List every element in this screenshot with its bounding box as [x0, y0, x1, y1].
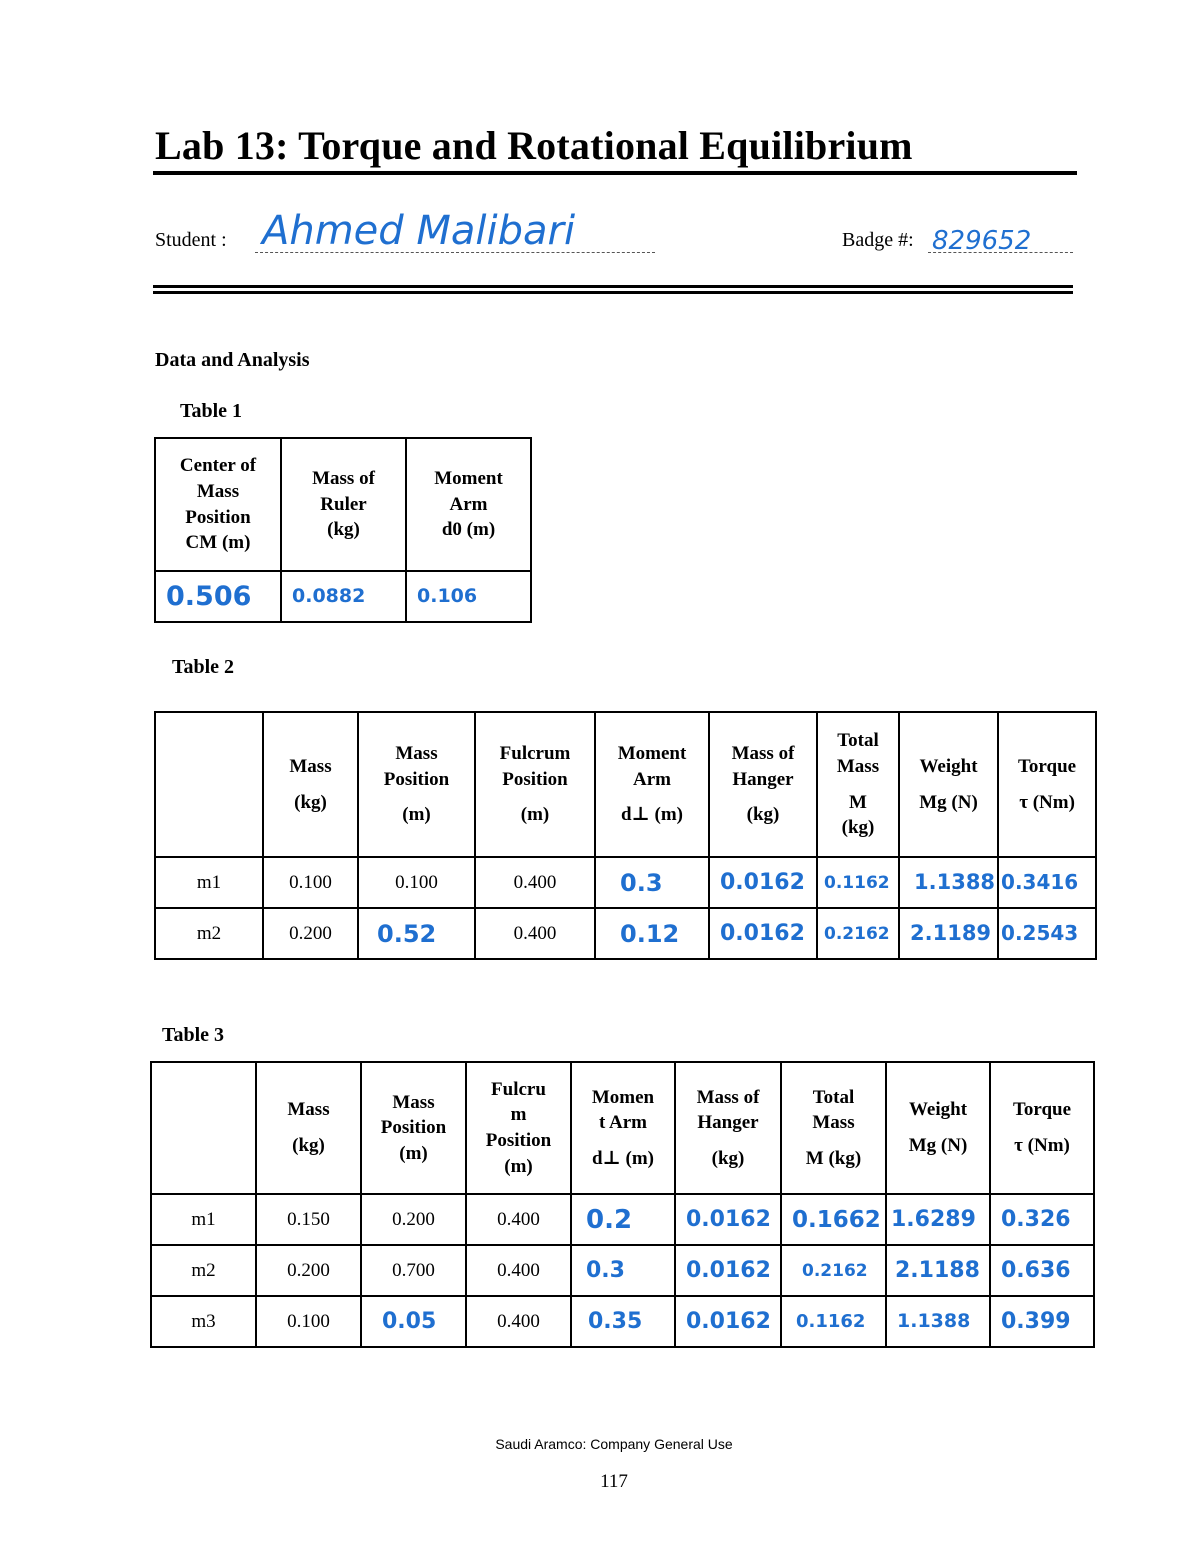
table3-hanger: 0.0162: [675, 1194, 781, 1245]
table3-total-mass: 0.2162: [781, 1245, 886, 1296]
table3-weight: 1.1388: [886, 1296, 990, 1347]
table1-ruler-mass-value: 0.0882: [281, 571, 406, 622]
table2-mass-position: 0.52: [358, 908, 475, 959]
title-underline: [153, 171, 1077, 175]
table3-row: [151, 1245, 1094, 1296]
table2-header-total-mass: Total Mass M (kg): [817, 712, 899, 857]
table2: [154, 711, 1097, 960]
table2-fulcrum: 0.400: [475, 857, 595, 908]
table2-header-blank: [155, 712, 263, 857]
table1-cm-value: 0.506: [155, 571, 281, 622]
table3-weight: 1.6289: [886, 1194, 990, 1245]
table3-mass: 0.150: [256, 1194, 361, 1245]
table3-header-blank: [151, 1062, 256, 1194]
table2-row-label: m1: [155, 857, 263, 908]
table3-header-fulcrum: Fulcru m Position (m): [466, 1062, 571, 1194]
table1-header-ruler-mass: Mass of Ruler (kg): [281, 438, 406, 571]
table3-torque: 0.636: [990, 1245, 1094, 1296]
table2-torque: 0.2543: [998, 908, 1096, 959]
table2-row: [155, 857, 1096, 908]
table2-total-mass: 0.2162: [817, 908, 899, 959]
table3-row-label: m2: [151, 1245, 256, 1296]
table3-torque: 0.326: [990, 1194, 1094, 1245]
table3-caption: Table 3: [162, 1024, 225, 1046]
table2-mass-position: 0.100: [358, 857, 475, 908]
table3-total-mass: 0.1162: [781, 1296, 886, 1347]
table1: [154, 437, 532, 623]
table2-row: [155, 908, 1096, 959]
table2-mass: 0.200: [263, 908, 358, 959]
table3-header-torque: Torque τ (Nm): [990, 1062, 1094, 1194]
table3-moment-arm: 0.35: [571, 1296, 675, 1347]
table3-mass-position: 0.05: [361, 1296, 466, 1347]
table2-torque: 0.3416: [998, 857, 1096, 908]
separator-line-top: [153, 285, 1073, 288]
table3-row-label: m1: [151, 1194, 256, 1245]
table1-caption: Table 1: [180, 400, 243, 422]
table3-fulcrum: 0.400: [466, 1245, 571, 1296]
table3-row: [151, 1296, 1094, 1347]
table3-mass-position: 0.200: [361, 1194, 466, 1245]
page-number: 117: [600, 1471, 628, 1492]
student-label: Student :: [155, 229, 227, 251]
table3-hanger: 0.0162: [675, 1245, 781, 1296]
badge-label: Badge #:: [842, 229, 914, 251]
table3-mass: 0.200: [256, 1245, 361, 1296]
table3-fulcrum: 0.400: [466, 1194, 571, 1245]
table1-header-cm: Center of Mass Position CM (m): [155, 438, 281, 571]
table1-moment-arm-value: 0.106: [406, 571, 531, 622]
table3-header-mass: Mass (kg): [256, 1062, 361, 1194]
table2-hanger: 0.0162: [709, 857, 817, 908]
table3-moment-arm: 0.3: [571, 1245, 675, 1296]
section-heading: Data and Analysis: [155, 349, 310, 371]
table3-moment-arm: 0.2: [571, 1194, 675, 1245]
table3-mass-position: 0.700: [361, 1245, 466, 1296]
table3-header-hanger: Mass of Hanger (kg): [675, 1062, 781, 1194]
table2-total-mass: 0.1162: [817, 857, 899, 908]
table3-header-mass-position: Mass Position (m): [361, 1062, 466, 1194]
badge-number: 829652: [932, 226, 1032, 256]
table3-fulcrum: 0.400: [466, 1296, 571, 1347]
table2-header-mass: Mass (kg): [263, 712, 358, 857]
table3-weight: 2.1188: [886, 1245, 990, 1296]
table2-fulcrum: 0.400: [475, 908, 595, 959]
table2-header-moment-arm: Moment Arm d⊥ (m): [595, 712, 709, 857]
table3-hanger: 0.0162: [675, 1296, 781, 1347]
table2-moment-arm: 0.12: [595, 908, 709, 959]
table2-header-mass-position: Mass Position (m): [358, 712, 475, 857]
table2-header-torque: Torque τ (Nm): [998, 712, 1096, 857]
table3: [150, 1061, 1095, 1348]
table3-header-moment-arm: Momen t Arm d⊥ (m): [571, 1062, 675, 1194]
footer-classification: Saudi Aramco: Company General Use: [495, 1436, 733, 1452]
table3-mass: 0.100: [256, 1296, 361, 1347]
table2-header-weight: Weight Mg (N): [899, 712, 998, 857]
table3-torque: 0.399: [990, 1296, 1094, 1347]
table2-weight: 1.1388: [899, 857, 998, 908]
table3-total-mass: 0.1662: [781, 1194, 886, 1245]
table3-row-label: m3: [151, 1296, 256, 1347]
table2-header-hanger: Mass of Hanger (kg): [709, 712, 817, 857]
table2-hanger: 0.0162: [709, 908, 817, 959]
student-name: Ahmed Malibari: [262, 208, 576, 254]
table2-mass: 0.100: [263, 857, 358, 908]
table2-weight: 2.1189: [899, 908, 998, 959]
table2-header-fulcrum: Fulcrum Position (m): [475, 712, 595, 857]
separator-line-bottom: [153, 291, 1073, 294]
table3-header-total-mass: Total Mass M (kg): [781, 1062, 886, 1194]
table3-header-weight: Weight Mg (N): [886, 1062, 990, 1194]
table1-header-moment-arm: Moment Arm d0 (m): [406, 438, 531, 571]
table2-row-label: m2: [155, 908, 263, 959]
page-title: Lab 13: Torque and Rotational Equilibrium: [155, 123, 913, 168]
table2-moment-arm: 0.3: [595, 857, 709, 908]
table2-caption: Table 2: [172, 656, 235, 678]
table3-row: [151, 1194, 1094, 1245]
